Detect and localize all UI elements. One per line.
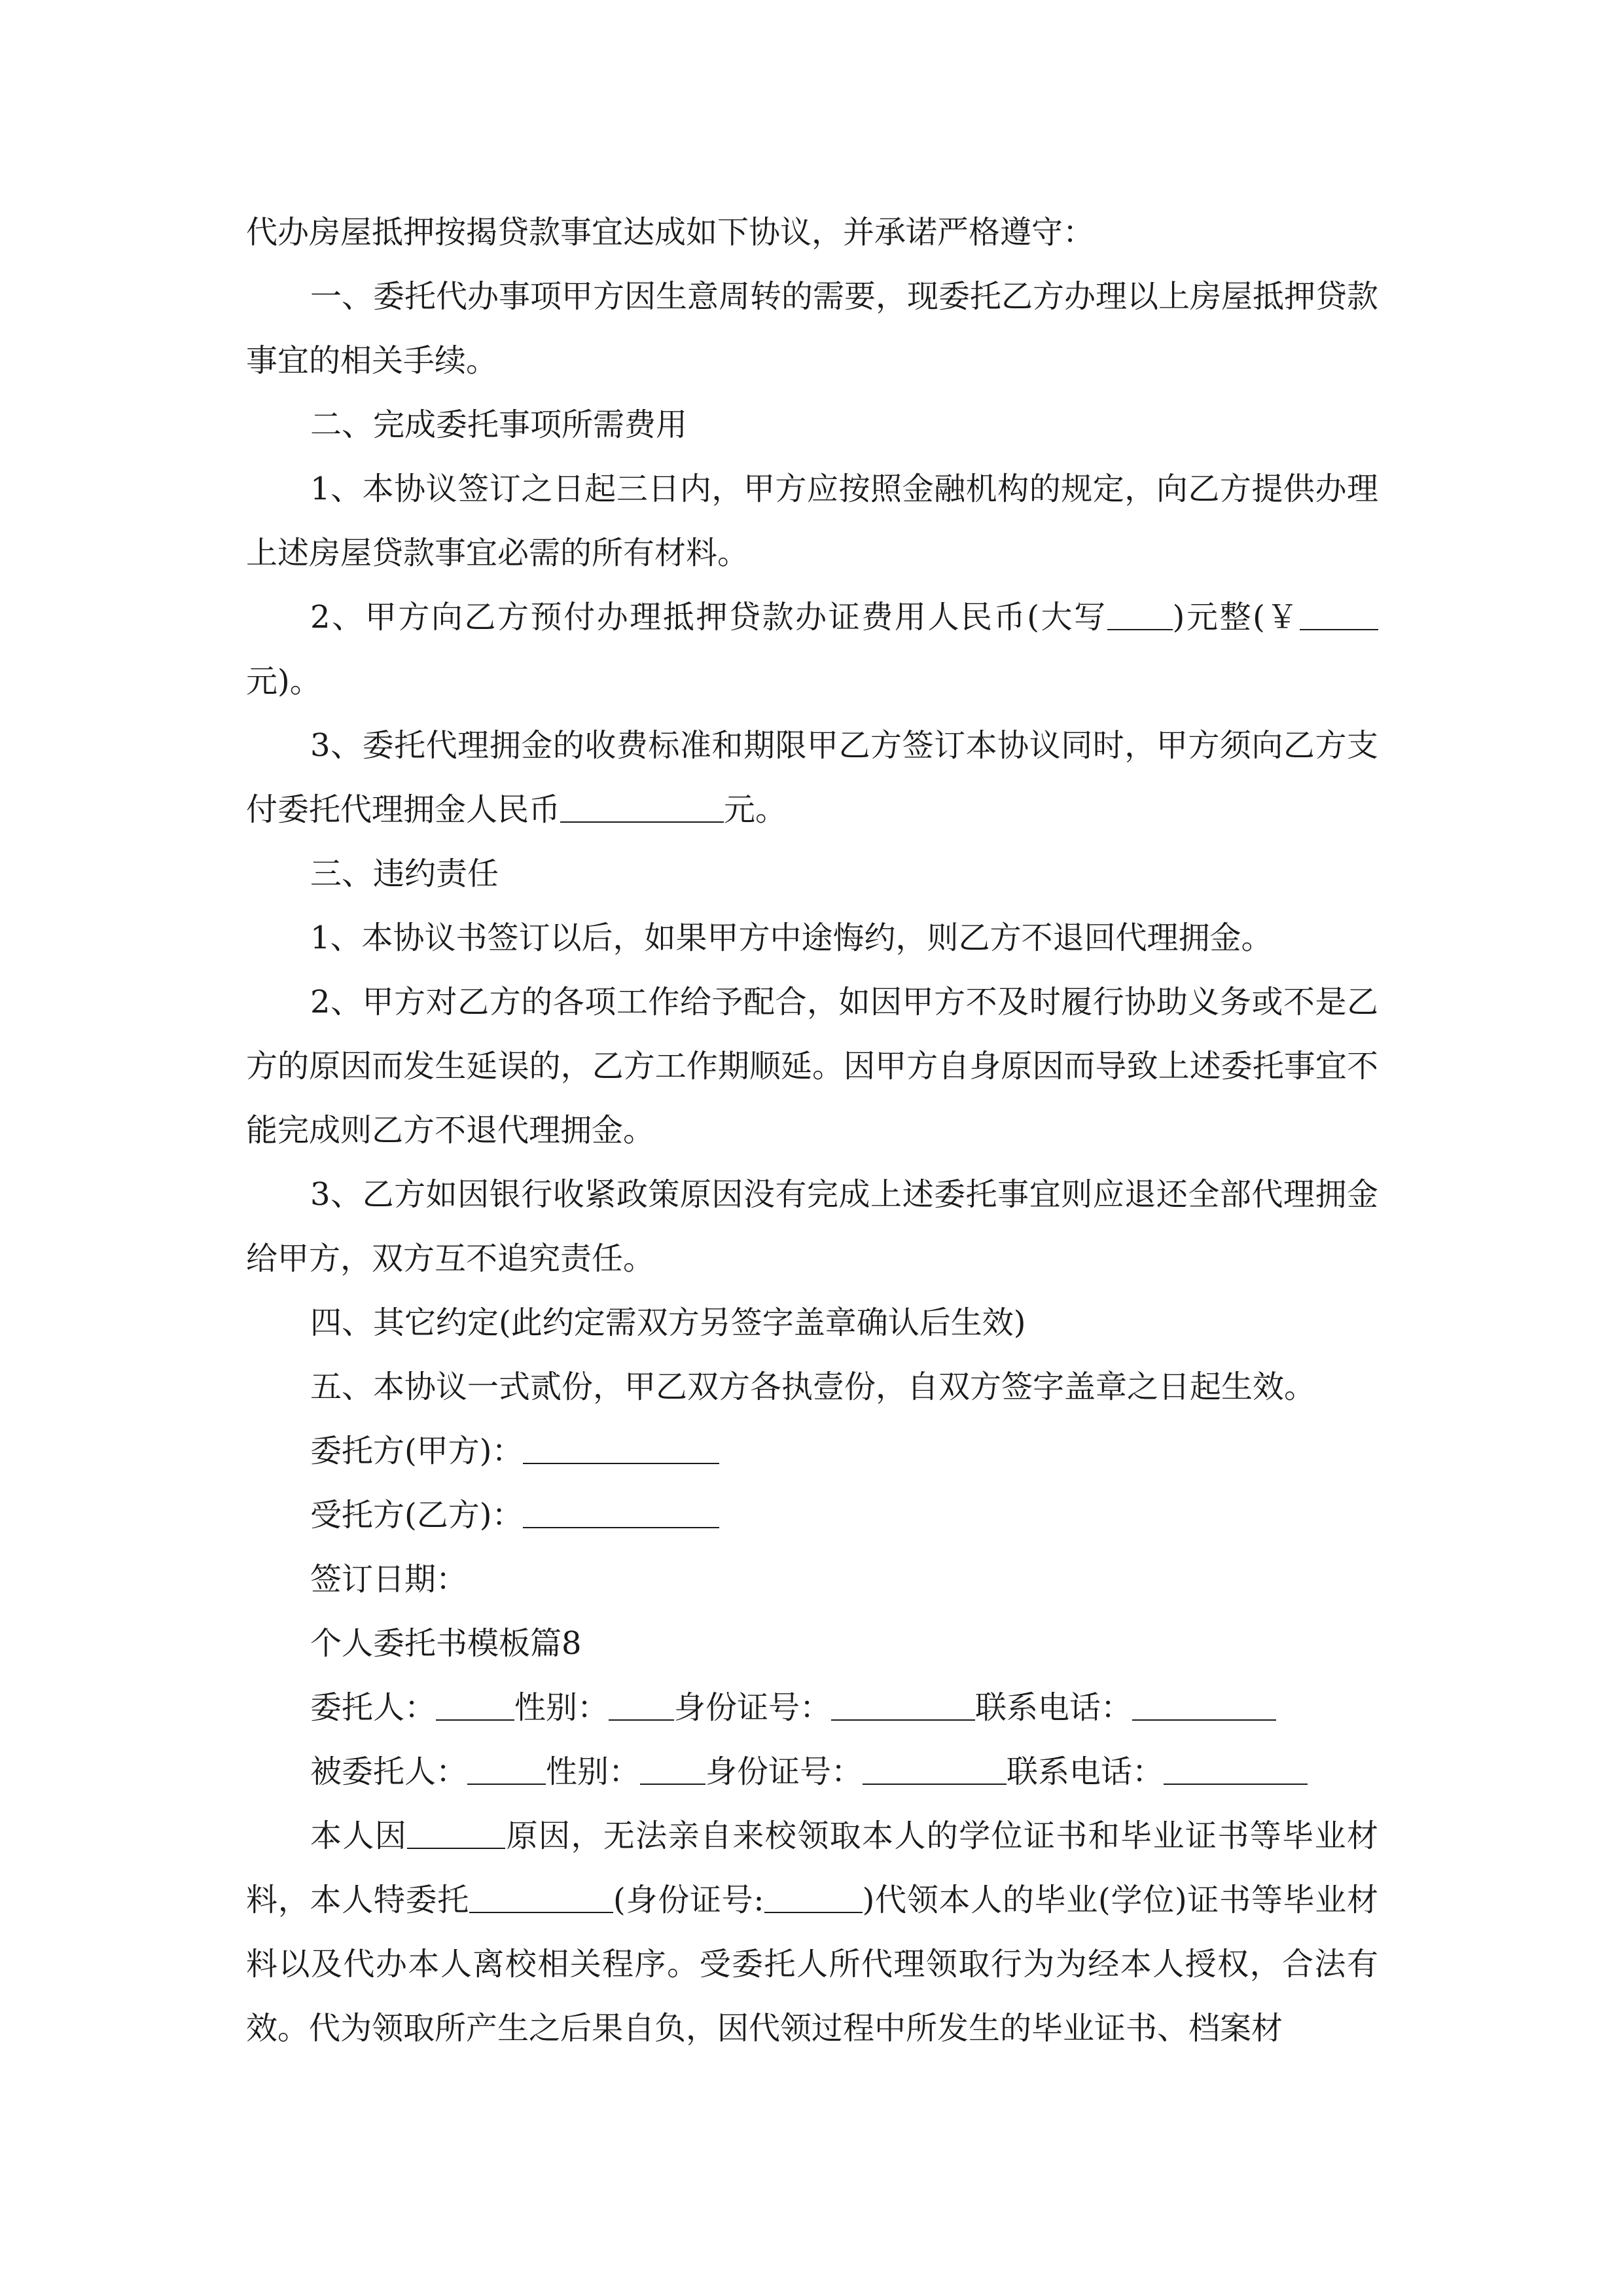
section-heading: 二、完成委托事项所需费用 bbox=[310, 406, 688, 443]
text: (身份证号: bbox=[613, 1882, 764, 1918]
fill-blank bbox=[436, 1693, 514, 1721]
fill-blank bbox=[831, 1693, 975, 1721]
fill-blank bbox=[640, 1757, 705, 1785]
paragraph: 1、本协议签订之日起三日内，甲方应按照金融机构的规定，向乙方提供办理上述房屋贷款事宜必需的所有材料。 bbox=[246, 471, 1378, 571]
fill-blank bbox=[560, 795, 724, 823]
fill-blank bbox=[1132, 1693, 1276, 1721]
section-heading: 四、其它约定(此约定需双方另签字盖章确认后生效) bbox=[310, 1304, 1026, 1341]
label: 联系电话： bbox=[975, 1689, 1133, 1726]
form-line bbox=[246, 1676, 1378, 1740]
form-line bbox=[246, 1740, 1378, 1804]
fill-blank bbox=[764, 1886, 863, 1913]
text: 本人因 bbox=[310, 1818, 408, 1854]
section-title: 个人委托书模板篇8 bbox=[310, 1625, 582, 1662]
paragraph bbox=[246, 1804, 1378, 2060]
section-heading: 三、违约责任 bbox=[310, 855, 499, 892]
fill-blank bbox=[467, 1757, 546, 1785]
paragraph bbox=[246, 713, 1378, 842]
paragraph: 3、乙方如因银行收紧政策原因没有完成上述委托事宜则应退还全部代理拥金给甲方，双方互不追究责任。 bbox=[246, 1176, 1378, 1277]
fill-blank bbox=[469, 1886, 613, 1913]
paragraph: 代办房屋抵押按揭贷款事宜达成如下协议，并承诺严格遵守： bbox=[246, 214, 1095, 251]
fill-blank bbox=[609, 1693, 674, 1721]
text: 原因，无法亲自来校领取本人的学位证书和毕业证书等毕业材料，本人特委托 bbox=[246, 1818, 1378, 1918]
text: 3、委托代理拥金的收费标准和期限甲乙方签订本协议同时，甲方须向乙方支付委托代理拥金人民币 bbox=[246, 727, 1378, 828]
paragraph: 五、本协议一式贰份，甲乙双方各执壹份，自双方签字盖章之日起生效。 bbox=[310, 1369, 1316, 1405]
label: 性别： bbox=[546, 1753, 641, 1790]
label: 委托方(甲方)： bbox=[310, 1433, 524, 1469]
text: )代领本人的毕业(学位)证书等毕业材料以及代办本人离校相关程序。受委托人所代理领取行为为经本人授权，合法有效。代为领取所产生之后果自负，因代领过程中所发生的毕业证书、档案材 bbox=[246, 1882, 1378, 2047]
text: )元整(￥ bbox=[1172, 599, 1300, 636]
label: 性别： bbox=[514, 1689, 609, 1726]
signature-line bbox=[246, 1419, 1378, 1483]
label: 委托人： bbox=[310, 1689, 437, 1726]
paragraph: 1、本协议书签订以后，如果甲方中途悔约，则乙方不退回代理拥金。 bbox=[310, 920, 1273, 956]
date-line: 签订日期： bbox=[310, 1561, 468, 1598]
label: 身份证号： bbox=[674, 1689, 832, 1726]
fill-blank bbox=[407, 1821, 505, 1849]
text: 元)。 bbox=[246, 663, 321, 700]
fill-blank bbox=[1107, 603, 1173, 630]
fill-blank bbox=[863, 1757, 1007, 1785]
label: 联系电话： bbox=[1007, 1753, 1164, 1790]
label: 被委托人： bbox=[310, 1753, 468, 1790]
paragraph bbox=[246, 585, 1378, 713]
fill-blank bbox=[1300, 603, 1378, 630]
fill-blank bbox=[1164, 1757, 1308, 1785]
paragraph: 2、甲方对乙方的各项工作给予配合，如因甲方不及时履行协助义务或不是乙方的原因而发生延误的，乙方工作期顺延。因甲方自身原因而导致上述委托事宜不能完成则乙方不退代理拥金。 bbox=[246, 984, 1378, 1149]
paragraph: 一、委托代办事项甲方因生意周转的需要，现委托乙方办理以上房屋抵押贷款事宜的相关手续。 bbox=[246, 278, 1379, 379]
fill-blank bbox=[523, 1501, 719, 1528]
text: 元。 bbox=[724, 791, 787, 828]
document-body bbox=[246, 200, 1378, 2060]
fill-blank bbox=[523, 1437, 719, 1464]
signature-line bbox=[246, 1483, 1378, 1547]
text: 2、甲方向乙方预付办理抵押贷款办证费用人民币(大写 bbox=[310, 599, 1107, 636]
label: 受托方(乙方)： bbox=[310, 1497, 524, 1534]
label: 身份证号： bbox=[705, 1753, 863, 1790]
